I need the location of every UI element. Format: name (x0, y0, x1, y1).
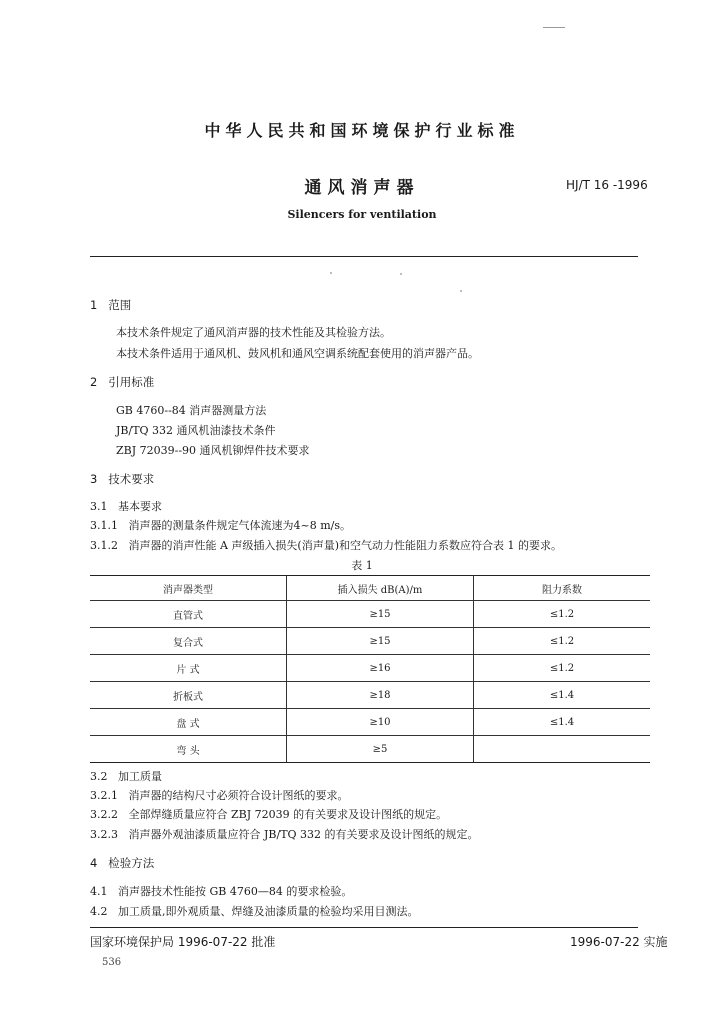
scan-dot (400, 273, 402, 275)
paragraph: 本技术条件适用于通风机、鼓风机和通风空调系统配套使用的消声器产品。 (116, 347, 479, 360)
header-divider (90, 256, 638, 257)
subsection-heading (90, 768, 162, 784)
table-cell: ≤1.2 (474, 601, 651, 628)
section-number: 4 (90, 856, 98, 870)
table-cell: ≤1.2 (474, 628, 651, 655)
clause-number: 4.1 (90, 885, 108, 898)
clause-text: 消声器的结构尺寸必须符合设计图纸的要求。 (128, 789, 349, 802)
table-cell: ≥15 (287, 628, 474, 655)
subsection-number: 3.1 (90, 500, 108, 513)
clause-number: 3.1.1 (90, 519, 118, 532)
clause (90, 787, 349, 803)
org-title: 中华人民共和国环境保护行业标准 (204, 121, 520, 140)
section-title: 引用标准 (108, 375, 155, 389)
table-header-cell: 插入损失 dB(A)/m (287, 576, 474, 601)
clause-text: 消声器的消声性能 A 声级插入损失(消声量)和空气动力性能阻力系数应符合表 1 的要求。 (128, 539, 563, 552)
table-row (90, 736, 650, 763)
table-cell: ≥5 (287, 736, 474, 763)
clause (90, 883, 352, 899)
table-row (90, 601, 650, 628)
table-1 (90, 575, 650, 763)
scan-mark (543, 27, 565, 28)
section-heading-4 (90, 855, 154, 871)
table-cell: 盘 式 (90, 709, 287, 736)
section-number: 2 (90, 375, 98, 389)
clause-number: 3.1.2 (90, 539, 118, 552)
table-cell: ≥15 (287, 601, 474, 628)
section-heading-3 (90, 471, 154, 487)
table-cell: 片 式 (90, 655, 287, 682)
scan-dot (330, 272, 332, 274)
implementation-date: 1996-07-22 实施 (570, 935, 668, 949)
section-heading-2 (90, 374, 154, 390)
table-cell: ≥10 (287, 709, 474, 736)
clause-number: 3.2.2 (90, 808, 118, 821)
section-number: 3 (90, 472, 98, 486)
section-title: 检验方法 (108, 856, 155, 870)
table-cell: ≥16 (287, 655, 474, 682)
clause-text: 消声器的测量条件规定气体流速为4~8 m/s。 (128, 519, 351, 532)
scan-dot (460, 290, 462, 292)
table-row (90, 682, 650, 709)
clause-text: 全部焊缝质量应符合 ZBJ 72039 的有关要求及设计图纸的规定。 (128, 808, 448, 821)
subsection-title: 基本要求 (118, 500, 162, 513)
table-row (90, 709, 650, 736)
reference-item: ZBJ 72039--90 通风机铆焊件技术要求 (116, 444, 310, 457)
section-title: 范围 (108, 298, 132, 312)
clause (90, 537, 562, 553)
table-header-cell: 阻力系数 (474, 576, 651, 601)
section-heading-1 (90, 297, 131, 313)
table-row (90, 655, 650, 682)
clause (90, 903, 419, 919)
reference-item: GB 4760--84 消声器测量方法 (116, 404, 267, 417)
paragraph: 本技术条件规定了通风消声器的技术性能及其检验方法。 (116, 326, 391, 339)
subsection-number: 3.2 (90, 770, 108, 783)
table-cell: ≤1.4 (474, 682, 651, 709)
table-header-cell: 消声器类型 (90, 576, 287, 601)
subsection-title: 加工质量 (118, 770, 162, 783)
table-cell: ≥18 (287, 682, 474, 709)
clause-number: 3.2.1 (90, 789, 118, 802)
doc-number: HJ/T 16 -1996 (566, 178, 648, 192)
table-cell: ≤1.4 (474, 709, 651, 736)
table-cell (474, 736, 651, 763)
table-cell: 复合式 (90, 628, 287, 655)
clause (90, 806, 447, 822)
table-header-row (90, 576, 650, 601)
subsection-heading (90, 498, 162, 514)
table-cell: 直管式 (90, 601, 287, 628)
clause-number: 3.2.3 (90, 828, 118, 841)
table-cell: ≤1.2 (474, 655, 651, 682)
reference-item: JB/TQ 332 通风机油漆技术条件 (116, 424, 276, 437)
table-cell: 折板式 (90, 682, 287, 709)
clause (90, 826, 479, 842)
clause (90, 517, 351, 533)
doc-title: 通风消声器 (304, 178, 420, 198)
clause-text: 加工质量,即外观质量、焊缝及油漆质量的检验均采用目测法。 (118, 905, 419, 918)
footer-divider (90, 927, 638, 928)
clause-text: 消声器技术性能按 GB 4760—84 的要求检验。 (118, 885, 353, 898)
issued-by: 国家环境保护局 1996-07-22 批准 (90, 935, 276, 949)
english-title: Silencers for ventilation (287, 208, 437, 221)
table-row (90, 628, 650, 655)
clause-number: 4.2 (90, 905, 108, 918)
clause-text: 消声器外观油漆质量应符合 JB/TQ 332 的有关要求及设计图纸的规定。 (128, 828, 479, 841)
table-caption: 表 1 (351, 559, 373, 572)
page-number: 536 (102, 957, 122, 968)
section-number: 1 (90, 298, 98, 312)
table-cell: 弯 头 (90, 736, 287, 763)
section-title: 技术要求 (108, 472, 155, 486)
